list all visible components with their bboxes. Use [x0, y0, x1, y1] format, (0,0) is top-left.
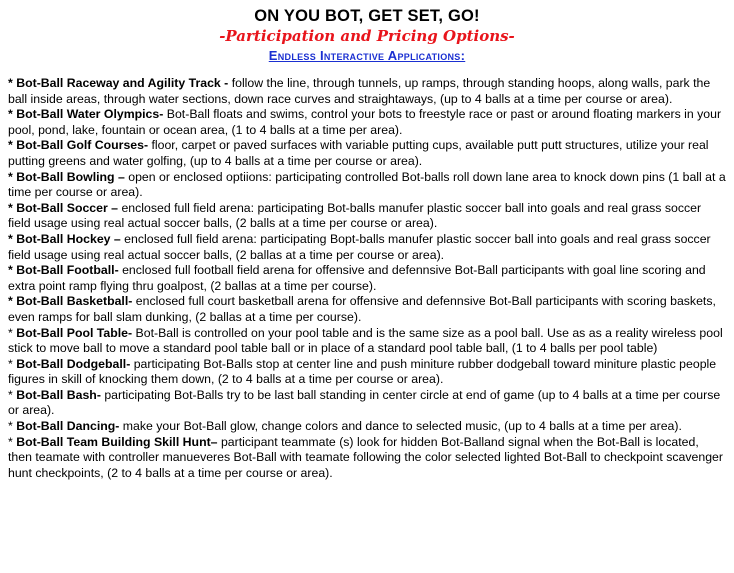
item-bullet: *: [8, 200, 17, 215]
item-description: make your Bot-Ball glow, change colors and dance to selected music, (up to 4 balls at a time per area).: [119, 419, 682, 434]
item-description: enclosed full field arena: participating Bot-balls manufer plastic soccer ball into goals and real grass soccer field usage using real actual soccer balls, (2 balls at a time per course or area).: [8, 200, 702, 231]
list-item-football: [8, 263, 726, 294]
item-description: Bot-Ball is controlled on your pool table and is the same size as a pool ball. Use as as a reality wireless pool stick to move ball to move a standard pool table ball or in place of a standard pool table ball, (1 to 4 balls per pool table): [8, 325, 723, 356]
item-bullet: *: [8, 169, 17, 184]
item-bullet: *: [8, 325, 17, 340]
item-description: Bot-Ball floats and swims, control your bots to freestyle race or past or around floating markers in your pool, pond, lake, fountain or ocean area, (1 to 4 balls at a time per area).: [8, 107, 722, 137]
page-title: ON YOU BOT, GET SET, GO!: [254, 7, 480, 25]
list-item-raceway: [8, 76, 726, 107]
list-item-pool-table: [8, 326, 726, 357]
item-name: Bot-Ball Pool Table-: [16, 325, 133, 340]
item-name: Bot-Ball Raceway and Agility Track -: [16, 76, 229, 90]
list-item-water-olympics: [8, 107, 726, 138]
page-subtitle: -Participation and Pricing Options-: [219, 27, 515, 45]
list-item-bash: [8, 388, 726, 419]
item-name: Bot-Ball Bowling –: [16, 169, 125, 184]
item-description: enclosed full football field arena for offensive and defennsive Bot-Ball participants with goal line scoring and extra point ramp flying thru goalpost, (2 ballas at a time per course).: [8, 263, 706, 293]
item-name: Bot-Ball Soccer –: [16, 200, 119, 215]
section-heading: Endless Interactive Applications:: [268, 48, 466, 63]
list-item-dancing: [8, 419, 726, 435]
list-item-basketball: [8, 294, 726, 325]
item-name: Bot-Ball Dancing-: [16, 419, 120, 434]
item-bullet: *: [8, 76, 17, 90]
item-bullet: *: [8, 138, 17, 153]
item-description: participating Bot-Balls stop at center line and push miniture rubber dodgeball toward miniture plastic people figures in skill of knocking them down, (2 to 4 balls at a time per course or area).: [8, 356, 717, 387]
list-item-team-building: [8, 435, 726, 482]
item-name: Bot-Ball Golf Courses-: [16, 138, 149, 153]
item-bullet: *: [8, 107, 17, 122]
list-item-bowling: [8, 170, 726, 201]
item-bullet: *: [8, 294, 17, 309]
item-bullet: *: [8, 231, 17, 246]
item-description: participant teammate (s) look for hidden Bot-Balland signal when the Bot-Ball is located, then teamate with controller manueveres Bot-Ball with teamate following the color selected lighted Bot-Ball to checkpoint scavenger hunt checkpoints, (2 to 4 balls at a time per course or area).: [8, 434, 723, 480]
item-description: enclosed full field arena: participating Bopt-balls manufer plastic soccer ball into goals and real grass soccer field usage using real actual soccer balls, (2 ballas at a time per course or area).: [8, 231, 711, 262]
item-description: enclosed full court basketball arena for offensive and defennsive Bot-Ball participants with scoring baskets, even ramps for ball slam dunking, (2 ballas at a time per course).: [8, 294, 716, 324]
item-bullet: *: [8, 434, 17, 449]
item-description: follow the line, through tunnels, up ramps, through standing hoops, along walls, park the ball inside areas, through water sections, down race curves and straightaways, (up to 4 balls at a time per course or area).: [8, 76, 711, 106]
item-description: participating Bot-Balls try to be last ball standing in center circle at end of game (up to 4 balls at a time per course or area).: [8, 387, 721, 418]
item-name: Bot-Ball Water Olympics-: [16, 107, 164, 122]
item-name: Bot-Ball Football-: [16, 263, 119, 278]
application-list: [8, 76, 726, 481]
item-bullet: *: [8, 387, 17, 402]
item-name: Bot-Ball Hockey –: [16, 231, 121, 246]
item-name: Bot-Ball Dodgeball-: [16, 356, 131, 371]
item-bullet: *: [8, 263, 17, 278]
list-item-soccer: [8, 201, 726, 232]
item-name: Bot-Ball Team Building Skill Hunt–: [16, 434, 218, 449]
list-item-golf: [8, 138, 726, 169]
item-name: Bot-Ball Basketball-: [16, 294, 133, 309]
item-bullet: *: [8, 419, 17, 434]
item-bullet: *: [8, 356, 17, 371]
item-description: floor, carpet or paved surfaces with variable putting cups, available putt putt structures, utilize your real putting greens and water golfing, (up to 4 balls at a time per course or area).: [8, 138, 709, 168]
list-item-hockey: [8, 232, 726, 263]
item-description: open or enclosed optiions: participating controlled Bot-balls roll down lane area to knock down pins (1 ball at a time per course or area).: [8, 169, 726, 200]
item-name: Bot-Ball Bash-: [16, 387, 101, 402]
list-item-dodgeball: [8, 357, 726, 388]
